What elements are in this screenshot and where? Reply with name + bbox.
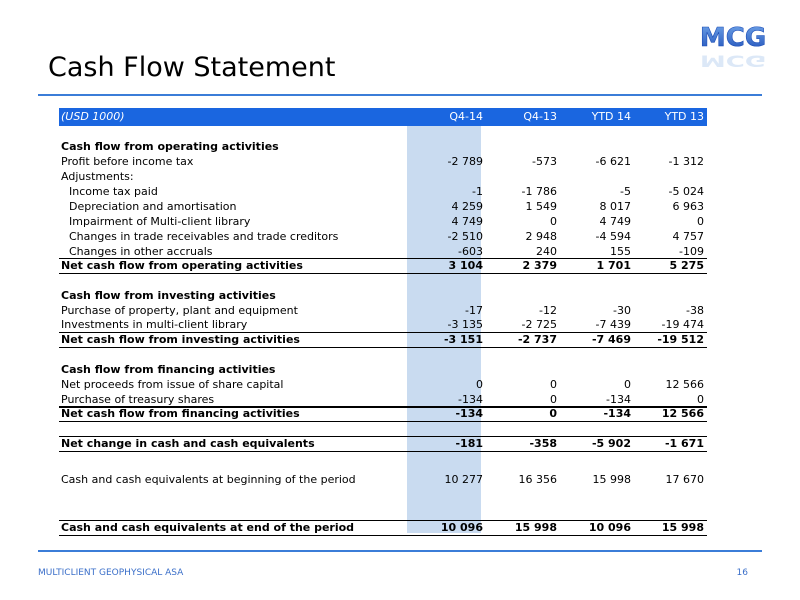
row-value-ytd-14: 8 017	[599, 200, 631, 213]
row-label: Net cash flow from financing activities	[61, 407, 300, 420]
row-value-q4-13: -573	[532, 155, 557, 168]
table-row	[59, 288, 707, 303]
row-value-ytd-14: 10 096	[588, 521, 631, 534]
row-rule	[59, 451, 707, 452]
table-row	[59, 436, 707, 451]
row-value-q4-13: 2 948	[525, 230, 557, 243]
row-value-ytd-13: -1 312	[668, 155, 704, 168]
top-divider	[38, 94, 762, 96]
row-label: Cash flow from financing activities	[61, 363, 276, 376]
row-value-q4-14: -603	[458, 245, 483, 258]
row-value-q4-13: 0	[550, 378, 557, 391]
table-row	[59, 362, 707, 377]
row-value-ytd-13: -38	[686, 304, 704, 317]
table-row	[59, 258, 707, 273]
row-label: Cash flow from investing activities	[61, 289, 276, 302]
row-label: Profit before income tax	[61, 155, 194, 168]
row-value-q4-13: 2 379	[522, 259, 557, 272]
svg-text:MCG: MCG	[700, 51, 766, 70]
row-label: Investments in multi-client library	[61, 318, 248, 331]
row-rule	[59, 273, 707, 274]
page-number: 16	[736, 568, 748, 578]
row-value-q4-13: 0	[549, 407, 557, 420]
row-value-ytd-14: -5 902	[591, 437, 631, 450]
row-value-ytd-13: -5 024	[668, 185, 704, 198]
row-value-q4-13: 16 356	[518, 473, 557, 486]
row-value-ytd-14: -4 594	[595, 230, 631, 243]
row-value-ytd-13: 0	[697, 215, 704, 228]
slide-title: Cash Flow Statement	[48, 52, 336, 83]
table-row	[59, 377, 707, 392]
row-value-ytd-13: 17 670	[665, 473, 704, 486]
row-value-q4-14: -2 789	[447, 155, 483, 168]
table-row	[59, 229, 707, 244]
row-rule	[59, 258, 707, 259]
row-label: Adjustments:	[61, 170, 134, 183]
row-value-ytd-13: -19 512	[657, 333, 704, 346]
row-rule	[59, 347, 707, 348]
row-label: Changes in other accruals	[69, 245, 213, 258]
row-value-ytd-13: 6 963	[672, 200, 704, 213]
row-label: Changes in trade receivables and trade creditors	[69, 230, 339, 243]
svg-text:MCG: MCG	[700, 23, 766, 53]
row-label: Depreciation and amortisation	[69, 200, 237, 213]
header-q4-14: Q4-14	[449, 110, 483, 123]
row-value-ytd-13: 5 275	[669, 259, 704, 272]
row-rule	[59, 535, 707, 536]
table-row	[59, 214, 707, 229]
row-value-q4-14: -2 510	[447, 230, 483, 243]
row-label: Cash and cash equivalents at beginning of the period	[61, 473, 356, 486]
row-value-q4-14: 3 104	[448, 259, 483, 272]
table-row	[59, 184, 707, 199]
row-value-ytd-14: 155	[610, 245, 631, 258]
table-row	[59, 244, 707, 259]
row-label: Impairment of Multi-client library	[69, 215, 251, 228]
row-value-ytd-13: -1 671	[664, 437, 704, 450]
row-value-ytd-13: -109	[679, 245, 704, 258]
row-value-ytd-14: -7 469	[591, 333, 631, 346]
row-value-q4-13: 0	[550, 393, 557, 406]
row-value-ytd-14: -30	[613, 304, 631, 317]
table-row	[59, 406, 707, 421]
row-value-q4-14: -3 135	[447, 318, 483, 331]
row-value-ytd-14: -5	[620, 185, 631, 198]
row-rule	[59, 520, 707, 521]
row-value-q4-14: 0	[476, 378, 483, 391]
table-row	[59, 317, 707, 332]
bottom-divider	[38, 550, 762, 552]
row-rule	[59, 421, 707, 422]
row-rule	[59, 436, 707, 437]
table-row	[59, 520, 707, 535]
table-row	[59, 472, 707, 487]
row-label: Cash and cash equivalents at end of the period	[61, 521, 355, 534]
row-value-q4-13: -1 786	[521, 185, 557, 198]
row-value-q4-14: -17	[465, 304, 483, 317]
row-value-ytd-14: -134	[606, 393, 631, 406]
table-row	[59, 169, 707, 184]
row-value-q4-14: -134	[455, 407, 483, 420]
row-value-ytd-14: 0	[624, 378, 631, 391]
footer-company: MULTICLIENT GEOPHYSICAL ASA	[38, 568, 184, 578]
row-label: Net cash flow from investing activities	[61, 333, 300, 346]
header-unit-label: (USD 1000)	[61, 110, 125, 123]
row-value-ytd-14: 15 998	[592, 473, 631, 486]
header-ytd-13: YTD 13	[664, 110, 704, 123]
table-row	[59, 139, 707, 154]
header-ytd-14: YTD 14	[591, 110, 631, 123]
row-value-ytd-14: 4 749	[599, 215, 631, 228]
row-value-q4-13: 0	[550, 215, 557, 228]
table-row	[59, 332, 707, 347]
row-label: Purchase of treasury shares	[61, 393, 215, 406]
row-value-q4-14: 4 749	[451, 215, 483, 228]
row-value-ytd-14: 1 701	[596, 259, 631, 272]
row-label: Income tax paid	[69, 185, 158, 198]
row-value-q4-14: -181	[455, 437, 483, 450]
header-q4-13: Q4-13	[523, 110, 557, 123]
row-value-q4-14: 4 259	[451, 200, 483, 213]
table-header-row	[59, 108, 707, 126]
row-value-ytd-13: 12 566	[665, 378, 704, 391]
row-value-q4-14: -134	[458, 393, 483, 406]
row-label: Net proceeds from issue of share capital	[61, 378, 284, 391]
table-row	[59, 392, 707, 407]
row-rule	[59, 406, 707, 407]
row-label: Cash flow from operating activities	[61, 140, 279, 153]
row-label: Net cash flow from operating activities	[61, 259, 303, 272]
row-value-q4-13: 15 998	[514, 521, 557, 534]
row-value-q4-13: -2 725	[521, 318, 557, 331]
row-value-q4-14: -1	[472, 185, 483, 198]
mcg-logo	[700, 16, 766, 72]
row-value-ytd-13: 12 566	[661, 407, 704, 420]
row-rule	[59, 332, 707, 333]
row-value-q4-13: 1 549	[525, 200, 557, 213]
row-value-q4-13: -358	[529, 437, 557, 450]
row-value-ytd-13: 4 757	[672, 230, 704, 243]
table-row	[59, 199, 707, 214]
row-label: Net change in cash and cash equivalents	[61, 437, 315, 450]
table-row	[59, 154, 707, 169]
row-value-q4-13: -12	[539, 304, 557, 317]
row-value-q4-13: 240	[536, 245, 557, 258]
row-value-ytd-13: -19 474	[661, 318, 704, 331]
row-value-q4-14: 10 277	[444, 473, 483, 486]
row-value-ytd-13: 0	[697, 393, 704, 406]
row-value-q4-13: -2 737	[517, 333, 557, 346]
table-row	[59, 303, 707, 318]
row-value-ytd-14: -134	[603, 407, 631, 420]
row-value-ytd-13: 15 998	[661, 521, 704, 534]
row-value-ytd-14: -6 621	[595, 155, 631, 168]
row-value-q4-14: -3 151	[443, 333, 483, 346]
row-label: Purchase of property, plant and equipment	[61, 304, 298, 317]
row-value-q4-14: 10 096	[440, 521, 483, 534]
row-value-ytd-14: -7 439	[595, 318, 631, 331]
